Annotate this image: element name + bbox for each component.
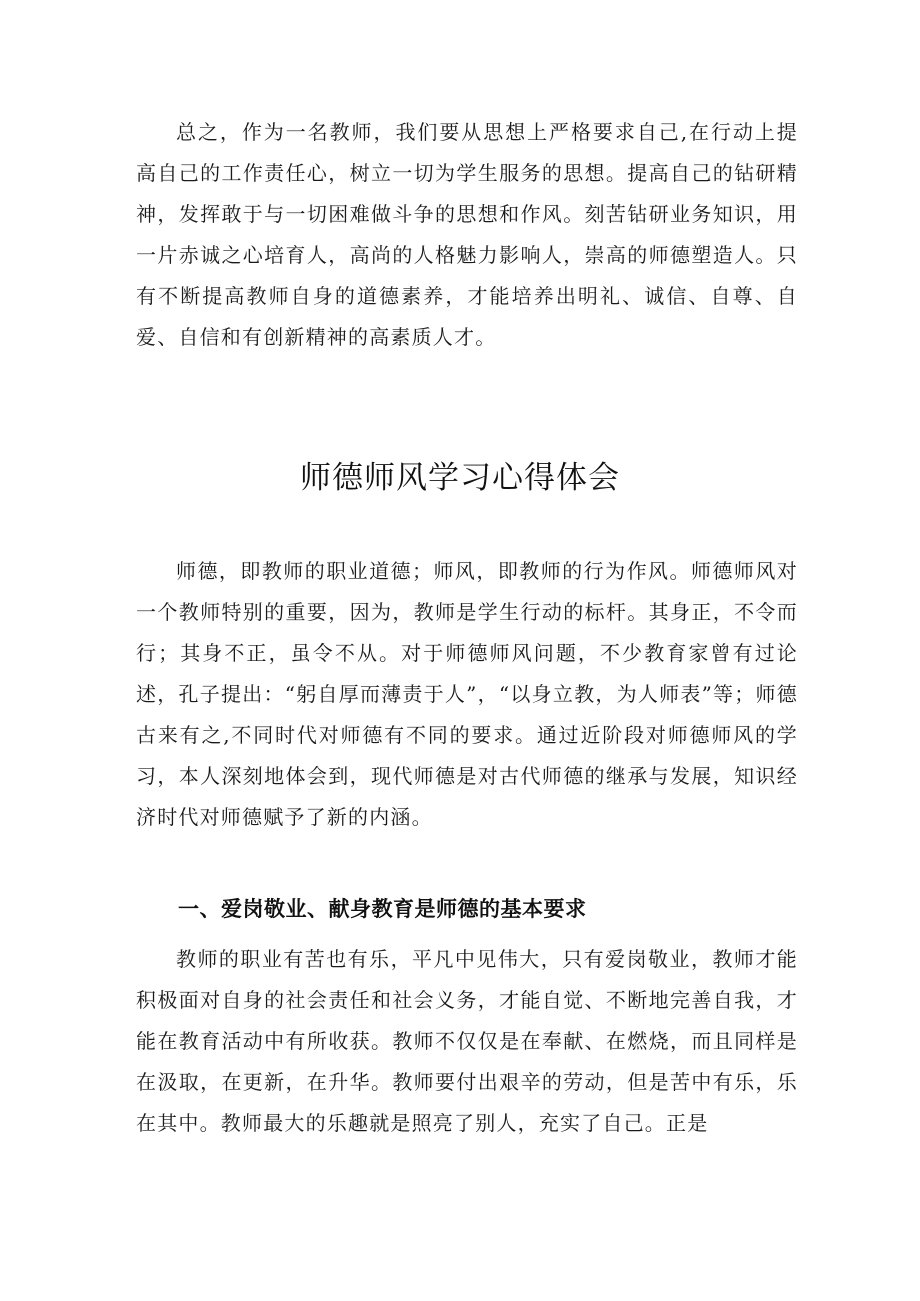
document-title: 师德师风学习心得体会	[300, 460, 620, 496]
intro-paragraph: 师德，即教师的职业道德；师风，即教师的行为作风。师德师风对一个教师特别的重要，因为，教师是学生行动的标杆。其身正，不令而行；其身不正，虽令不从。对于师德师风问题，不少教育家曾有过论述，孔子提出：“躬自厚而薄责于人”，“以身立教，为人师表”等；师德古来有之,不同时代对师德有不同的要求。通过近阶段对师德师风的学习，本人深刻地体会到，现代师德是对古代师德的继承与发展，知识经济时代对师德赋予了新的内涵。	[136, 559, 798, 829]
section-paragraph: 教师的职业有苦也有乐，平凡中见伟大，只有爱岗敬业，教师才能积极面对自身的社会责任和社会义务，才能自觉、不断地完善自我，才能在教育活动中有所收获。教师不仅仅是在奉献、在燃烧，而且同样是在汲取，在更新，在升华。教师要付出艰辛的劳动，但是苦中有乐，乐在其中。教师最大的乐趣就是照亮了别人，充实了自己。正是	[136, 947, 798, 1135]
section-heading: 一、爱岗敬业、献身教育是师德的基本要求	[178, 897, 587, 921]
closing-paragraph: 总之，作为一名教师，我们要从思想上严格要求自己,在行动上提高自己的工作责任心，树立一切为学生服务的思想。提高自己的钻研精神，发挥敢于与一切困难做斗争的思想和作风。刻苦钻研业务知识，用一片赤诚之心培育人，高尚的人格魅力影响人，崇高的师德塑造人。只有不断提高教师自身的道德素养，才能培养出明礼、诚信、自尊、自爱、自信和有创新精神的高素质人才。	[136, 120, 798, 349]
